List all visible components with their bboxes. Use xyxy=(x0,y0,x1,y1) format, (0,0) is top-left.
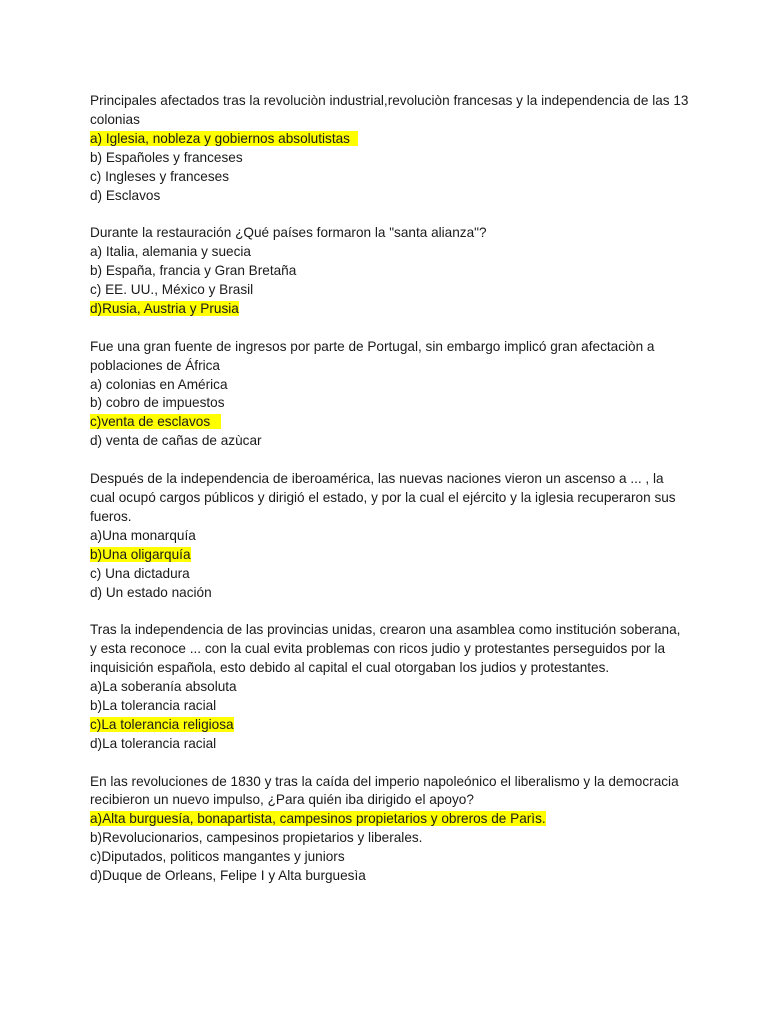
question-5 xyxy=(90,621,690,753)
answer-option-highlighted xyxy=(90,546,690,565)
question-text: Fue una gran fuente de ingresos por parte de Portugal, sin embargo implicó gran afectaciòn a poblaciones de África xyxy=(90,338,655,373)
answer-option xyxy=(90,829,690,848)
option-text: b) Españoles y franceses xyxy=(90,149,243,165)
answer-option xyxy=(90,168,690,187)
option-text: b)Una oligarquía xyxy=(90,546,191,562)
answer-option-highlighted xyxy=(90,810,690,829)
option-text: b)Revolucionarios, campesinos propietarios y liberales. xyxy=(90,830,423,846)
option-text: a)Alta burguesía, bonapartista, campesinos propietarios y obreros de Parìs. xyxy=(90,811,546,827)
answer-option-highlighted xyxy=(90,413,690,432)
quiz-document xyxy=(90,92,690,905)
answer-option xyxy=(90,678,690,697)
question-3 xyxy=(90,338,690,451)
option-text: c)Diputados, politicos mangantes y juniors xyxy=(90,849,345,865)
answer-option xyxy=(90,565,690,584)
option-text: a) Italia, alemania y suecia xyxy=(90,244,251,260)
question-6 xyxy=(90,773,690,886)
answer-option-highlighted xyxy=(90,716,690,735)
question-text: Durante la restauración ¿Qué países formaron la "santa alianza"? xyxy=(90,225,487,241)
option-text: a) Iglesia, nobleza y gobiernos absolutistas xyxy=(90,130,358,146)
option-text: d) venta de cañas de azùcar xyxy=(90,433,262,449)
option-text: b) cobro de impuestos xyxy=(90,395,225,411)
answer-option xyxy=(90,376,690,395)
answer-option xyxy=(90,848,690,867)
option-text: c) Ingleses y franceses xyxy=(90,168,230,184)
answer-option xyxy=(90,149,690,168)
option-text: a)La soberanía absoluta xyxy=(90,679,237,695)
option-text: d) Esclavos xyxy=(90,187,161,203)
question-4 xyxy=(90,470,690,602)
option-text: b)La tolerancia racial xyxy=(90,697,217,713)
question-1 xyxy=(90,92,690,205)
answer-option xyxy=(90,243,690,262)
answer-option xyxy=(90,187,690,206)
answer-option xyxy=(90,735,690,754)
question-2 xyxy=(90,224,690,319)
answer-option xyxy=(90,584,690,603)
option-text: b) España, francia y Gran Bretaña xyxy=(90,263,297,279)
question-text: Después de la independencia de iberoamérica, las nuevas naciones vieron un ascenso a ... , la cual ocupó cargos públicos y dirigió el estado, y por la cual el ejército y la iglesia recuperaron sus fueros. xyxy=(90,471,676,524)
answer-option-highlighted xyxy=(90,130,690,149)
option-text: d)Duque de Orleans, Felipe I y Alta burguesìa xyxy=(90,868,366,884)
question-text: Principales afectados tras la revoluciòn industrial,revoluciòn francesas y la independencia de las 13 colonias xyxy=(90,93,689,127)
question-text: Tras la independencia de las provincias unidas, crearon una asamblea como institución soberana, y esta reconoce ... con la cual evita problemas con ricos judio y protestantes perseguidos por la inquisición española, esto debido al capital el cual otorgaban los judios y protestantes. xyxy=(90,622,681,676)
option-text: d) Un estado nación xyxy=(90,584,212,600)
question-text: En las revoluciones de 1830 y tras la caída del imperio napoleónico el liberalismo y la democracia recibieron un nuevo impulso, ¿Para quién iba dirigido el apoyo? xyxy=(90,773,679,808)
answer-option xyxy=(90,697,690,716)
option-text: d)Rusia, Austria y Prusia xyxy=(90,300,239,316)
answer-option-highlighted xyxy=(90,300,690,319)
option-text: c) EE. UU., México y Brasil xyxy=(90,282,254,298)
option-text: a) colonias en América xyxy=(90,376,228,392)
answer-option xyxy=(90,867,690,886)
answer-option xyxy=(90,281,690,300)
answer-option xyxy=(90,432,690,451)
answer-option xyxy=(90,262,690,281)
answer-option xyxy=(90,527,690,546)
option-text: c)La tolerancia religiosa xyxy=(90,716,234,732)
option-text: a)Una monarquía xyxy=(90,527,196,543)
option-text: d)La tolerancia racial xyxy=(90,735,217,751)
option-text: c) Una dictadura xyxy=(90,565,190,581)
answer-option xyxy=(90,394,690,413)
option-text: c)venta de esclavos xyxy=(90,414,222,430)
